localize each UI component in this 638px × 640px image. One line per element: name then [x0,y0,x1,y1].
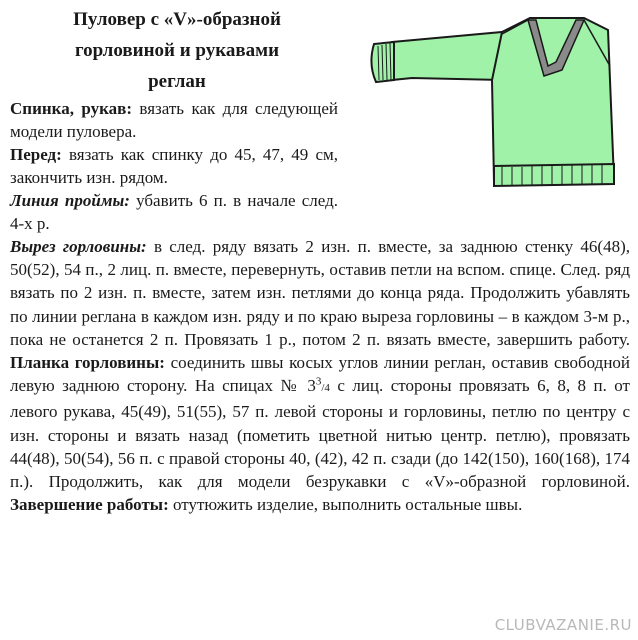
title-line-1: Пуловер с «V»-образной [73,9,281,30]
armhole-text: убавить 6 п. в начале след. 4-х р. [10,191,339,233]
front-paragraph [10,143,338,189]
back-sleeve-text: вязать как для следующей модели пуловера. [10,99,338,141]
back-sleeve-heading: Спинка, рукав: [10,99,132,118]
page-title [8,4,346,97]
sweater-body [492,18,614,182]
site-watermark: CLUBVAZANIE.RU [494,616,632,634]
needle-size-sub: /4 [321,382,330,395]
front-heading: Перед: [10,145,62,164]
neckline-heading: Вырез горловины: [10,237,147,256]
neck-band-text-2: с лиц. стороны провязать 6, 8, 8 п. от левого рукава, 45(49), 51(55), 57 п. левой стороны и горловины, петлю по центру с изн. стороны и вязать назад (пометить цветной нитью центр. петлю), провязать 44(48), 50(54), 56 п. с правой стороны 40, (42), 42 п. сзади (до 142(150), 160(168), 174 п.). Продолжить, как для модели безрукавки с «V»-образной горловиной. [10,376,630,492]
finishing-text: отутюжить изделие, выполнить остальные швы. [172,495,523,515]
v-neck-raglan-sweater-icon [352,8,634,198]
left-sleeve [392,32,502,80]
needle-size-sup: 3 [315,375,322,388]
neck-band-text-1: соединить швы косых углов линии реглан, оставив свободной левую заднюю сторону. На спицах № 3 [10,353,631,396]
front-text: вязать как спинку до 45, 47, 49 см, закончить изн. рядом. [10,145,338,187]
instructions-main [10,235,630,516]
back-sleeve-paragraph [10,97,338,143]
neckline-text: в след. ряду вязать 2 изн. п. вместе, за заднюю стенку 46(48), 50(52), 54 п., 2 лиц. п. вместе, перевернуть, оставив петли на вспом. спице. След. ряд вязать по 2 изн. п. вместе, затем изн. петлями до конца ряда. Продолжить убавлять по линии реглана в каждом изн. ряду и по краю выреза горловины – в каждом 3-м р., пока не останется 2 п. Провязать 1 р., потом 2 п. вязать вместе, завершить работу. [10,237,630,349]
neckline-paragraph [10,235,630,516]
neck-band-heading: Планка горловины: [10,353,165,373]
title-line-2: горловиной и рукавами [74,40,280,61]
armhole-paragraph-start [10,189,338,235]
title-line-3: реглан [148,71,206,92]
armhole-heading: Линия проймы: [10,191,130,210]
finishing-heading: Завершение работы: [10,495,169,515]
instructions-intro [10,97,338,235]
